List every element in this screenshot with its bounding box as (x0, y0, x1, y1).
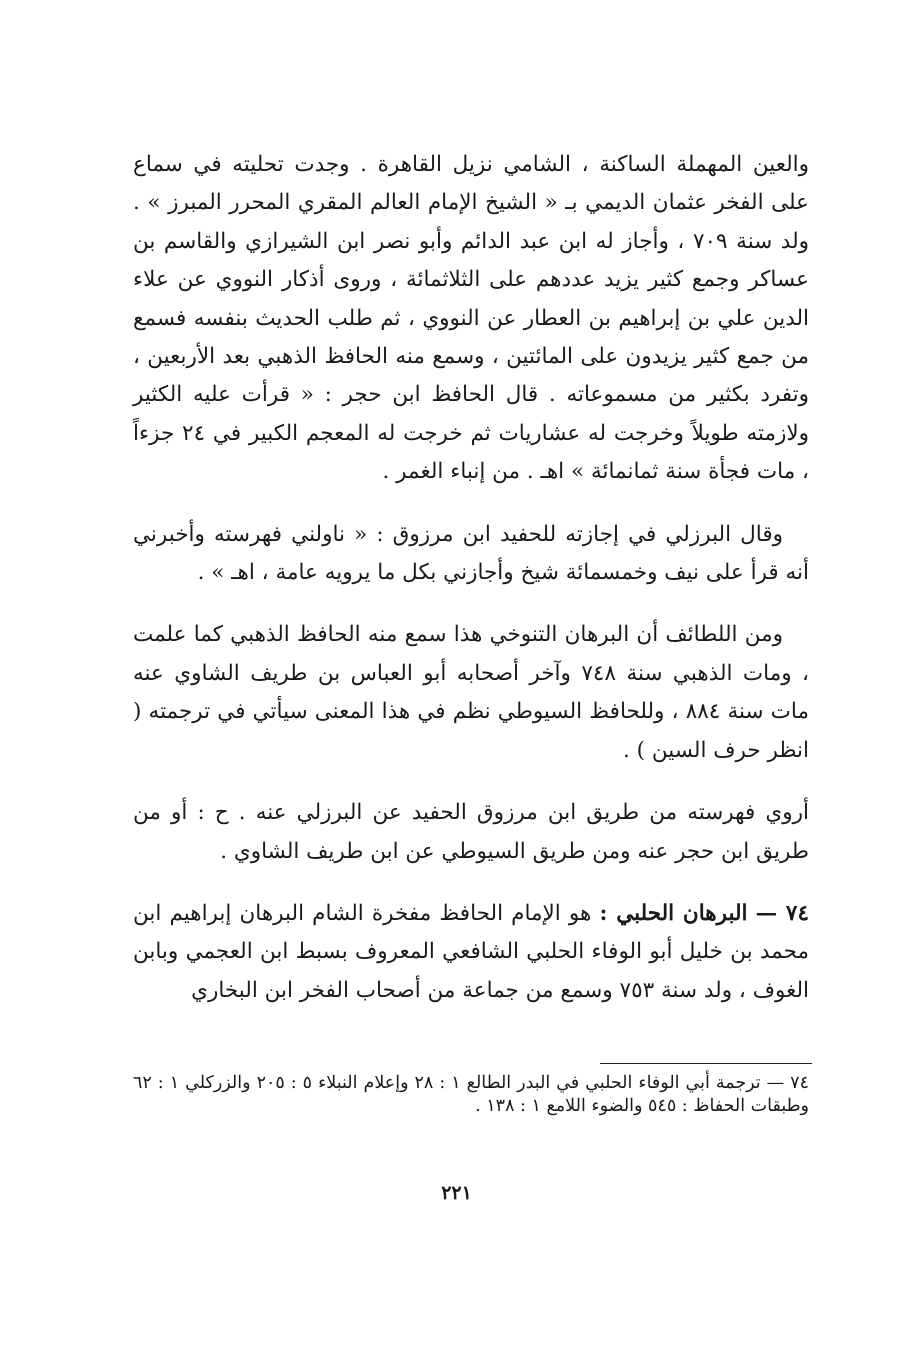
footnote-text: ٧٤ — ترجمة أبي الوفاء الحلبي في البدر الطالع ١ : ٢٨ وإعلام النبلاء ٥ : ٢٠٥ والزركلي ١ : ٦٢ وطبقات الحفاظ : ٥٤٥ والضوء اللامع ١ : ١٣٨ . (133, 1073, 809, 1116)
main-text (133, 146, 809, 1034)
paragraph-biography: والعين المهملة الساكنة ، الشامي نزيل القاهرة . وجدت تحليته في سماع على الفخر عثمان الديمي بـ « الشيخ الإمام العالم المقري المحرر المبرز » . ولد سنة ٧٠٩ ، وأجاز له ابن عبد الدائم وأبو نصر ابن الشيرازي والقاسم بن عساكر وجمع كثير يزيد عددهم على الثلاثمائة ، وروى أذكار النووي عن علاء الدين علي بن إبراهيم بن العطار عن النووي ، ثم طلب الحديث بنفسه فسمع من جمع كثير يزيدون على المائتين ، وسمع منه الحافظ الذهبي بعد الأربعين ، وتفرد بكثير من مسموعاته . قال الحافظ ابن حجر : « قرأت عليه الكثير ولازمته طويلاً وخرجت له عشاريات ثم خرجت له المعجم الكبير في ٢٤ جزءاً ، مات فجأة سنة ثمانمائة » اهـ . من إنباء الغمر . (133, 152, 809, 485)
paragraph-lataif: ومن اللطائف أن البرهان التنوخي هذا سمع منه الحافظ الذهبي كما علمت ، ومات الذهبي سنة ٧٤٨ وآخر أصحابه أبو العباس بن طريف الشاوي عنه مات سنة ٨٨٤ ، وللحافظ السيوطي نظم في هذا المعنى سيأتي في ترجمته ( انظر حرف السين ) . (133, 622, 809, 763)
entry-number: ٧٤ — (755, 900, 810, 926)
paragraph-burzuli: وقال البرزلي في إجازته للحفيد ابن مرزوق : « ناولني فهرسته وأخبرني أنه قرأ على نيف وخمسمائة شيخ وأجازني بكل ما يرويه عامة ، اهـ » . (133, 521, 809, 586)
paragraph-riwaya: أروي فهرسته من طريق ابن مرزوق الحفيد عن البرزلي عنه . ح : أو من طريق ابن حجر عنه ومن طريق السيوطي عن ابن طريف الشاوي . (133, 800, 809, 864)
entry-74 (133, 895, 809, 1010)
footnote-divider (600, 1063, 812, 1064)
page-number: ٢٢١ (441, 1182, 472, 1204)
footnote (133, 1072, 809, 1118)
entry-text: هو الإمام الحافظ مفخرة الشام البرهان إبراهيم ابن محمد بن خليل أبو الوفاء الحلبي الشافعي المعروف بسبط ابن العجمي وبابن الغوف ، ولد سنة ٧٥٣ وسمع من جماعة من أصحاب الفخر ابن البخاري (133, 900, 809, 1003)
entry-name: البرهان الحلبي : (599, 900, 748, 926)
